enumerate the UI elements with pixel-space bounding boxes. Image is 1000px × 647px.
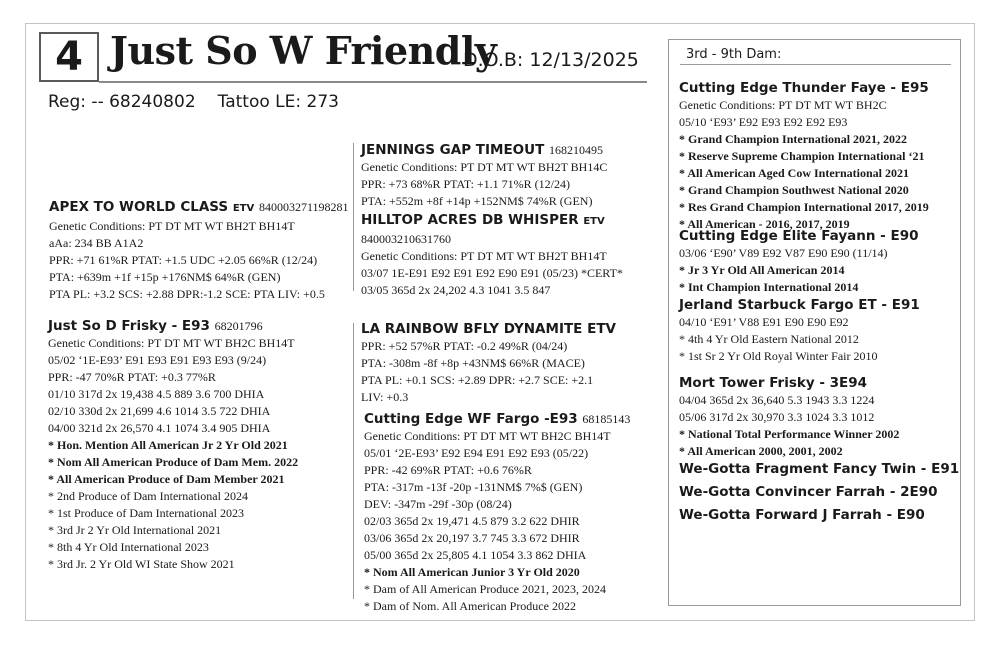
dam-dam-line: DEV: -347m -29f -30p (08/24) (364, 497, 512, 511)
sire-name: APEX TO WORLD CLASS (49, 199, 229, 215)
sire-dam-block (361, 211, 623, 299)
thunder-faye-line: Genetic Conditions: PT DT MT WT BH2C (679, 98, 887, 112)
dam-bracket-line (353, 323, 354, 599)
dam-dam-record: 02/03 365d 2x 19,471 4.5 879 3.2 622 DHIR (364, 514, 580, 528)
tower-frisky-name: Mort Tower Frisky - 3E94 (679, 375, 868, 391)
animal-name: Just So W Friendly (110, 28, 497, 73)
dam-honor: * All American Produce of Dam Member 2021 (48, 472, 285, 486)
dam-block (48, 317, 298, 573)
sire-dam-line: Genetic Conditions: PT DT MT WT BH2T BH14T (361, 249, 607, 263)
lot-number: 4 (39, 32, 99, 82)
dam-reg-number: 68201796 (214, 319, 263, 333)
dam-honor: * 8th 4 Yr Old International 2023 (48, 540, 209, 554)
dam-dam-record: 05/00 365d 2x 25,805 4.1 1054 3.3 862 DHIA (364, 548, 587, 562)
sire-sire-block (361, 141, 607, 210)
sire-dam-name: HILLTOP ACRES DB WHISPER (361, 212, 579, 228)
date-of-birth: D.O.B: 12/13/2025 (463, 49, 639, 71)
sire-dam-reg-number: 840003210631760 (361, 232, 451, 246)
elite-fayann-block (679, 227, 919, 296)
thunder-faye-honor: * Grand Champion Southwest National 2020 (679, 183, 909, 197)
thunder-faye-line: 05/10 ‘E93’ E92 E93 E92 E92 E93 (679, 115, 848, 129)
sire-sire-line: Genetic Conditions: PT DT MT WT BH2T BH14C (361, 160, 608, 174)
dam-dam-block (364, 410, 630, 615)
starbuck-fargo-name: Jerland Starbuck Fargo ET - E91 (679, 297, 920, 313)
sire-sire-line: PTA: +552m +8f +14p +152NM$ 74%R (GEN) (361, 194, 593, 208)
sire-sire-reg-number: 168210495 (549, 143, 604, 157)
dam-dam-line: 05/01 ‘2E-E93’ E92 E94 E91 E92 E93 (05/22) (364, 446, 589, 460)
dam-name-item: We-Gotta Fragment Fancy Twin - E91 (679, 461, 960, 477)
sire-line: aAa: 234 BB A1A2 (49, 236, 144, 250)
dam-dam-record: 03/06 365d 2x 20,197 3.7 745 3.3 672 DHIR (364, 531, 580, 545)
sire-block (49, 198, 349, 303)
dam-dam-title (364, 410, 630, 428)
elite-fayann-honor: * Jr 3 Yr Old All American 2014 (679, 263, 845, 277)
thunder-faye-honor: * Res Grand Champion International 2017, 2019 (679, 200, 929, 214)
tower-frisky-record: 05/06 317d 2x 30,970 3.3 1024 3.3 1012 (679, 410, 875, 424)
sire-dam-line: 03/05 365d 2x 24,202 4.3 1041 3.5 847 (361, 283, 551, 297)
starbuck-fargo-line: * 4th 4 Yr Old Eastern National 2012 (679, 332, 859, 346)
tower-frisky-block (679, 374, 899, 460)
starbuck-fargo-block (679, 296, 920, 365)
sire-sire-name: JENNINGS GAP TIMEOUT (361, 142, 545, 158)
thunder-faye-honor: * Grand Champion International 2021, 2022 (679, 132, 908, 146)
tattoo: Tattoo LE: 273 (217, 92, 339, 112)
dam-dam-honor: * Dam of All American Produce 2021, 2023, 2024 (364, 582, 606, 596)
dam-name-item: We-Gotta Convincer Farrah - 2E90 (679, 484, 938, 500)
sire-sire-title (361, 141, 607, 159)
sire-sire-line: PPR: +73 68%R PTAT: +1.1 71%R (12/24) (361, 177, 570, 191)
third-dam-header-rule (680, 64, 951, 65)
thunder-faye-name: Cutting Edge Thunder Faye - E95 (679, 80, 929, 96)
dam-record: 01/10 317d 2x 19,438 4.5 889 3.6 700 DHIA (48, 387, 265, 401)
sire-etv-tag: ETV (232, 203, 255, 214)
dam-sire-line: PPR: +52 57%R PTAT: -0.2 49%R (04/24) (361, 339, 568, 353)
sire-line: PTA: +639m +1f +15p +176NM$ 64%R (GEN) (49, 270, 281, 284)
dam-dam-name: Cutting Edge WF Fargo -E93 (364, 411, 578, 427)
sire-reg-number: 840003271198281 (258, 200, 349, 214)
third-dam-header: 3rd - 9th Dam: (686, 47, 782, 62)
sire-dam-title (361, 211, 623, 231)
dam-sire-block (361, 320, 616, 406)
thunder-faye-block (679, 79, 929, 233)
sire-line: PTA PL: +3.2 SCS: +2.88 DPR:-1.2 SCE: PTA LIV: +0.5 (49, 287, 325, 301)
starbuck-fargo-line: 04/10 ‘E91’ V88 E91 E90 E90 E92 (679, 315, 849, 329)
tower-frisky-honor: * National Total Performance Winner 2002 (679, 427, 900, 441)
dam-record: 02/10 330d 2x 21,699 4.6 1014 3.5 722 DHIA (48, 404, 271, 418)
thunder-faye-honor: * All American Aged Cow International 2021 (679, 166, 909, 180)
dam-honor: * 3rd Jr. 2 Yr Old WI State Show 2021 (48, 557, 235, 571)
dam-name-item: We-Gotta Forward J Farrah - E90 (679, 507, 925, 523)
dam-sire-line: LIV: +0.3 (361, 390, 409, 404)
sire-line: PPR: +71 61%R PTAT: +1.5 UDC +2.05 66%R (12/24) (49, 253, 318, 267)
dam-record: 04/00 321d 2x 26,570 4.1 1074 3.4 905 DHIA (48, 421, 271, 435)
elite-fayann-name: Cutting Edge Elite Fayann - E90 (679, 228, 919, 244)
dam-honor: * Hon. Mention All American Jr 2 Yr Old 2021 (48, 438, 288, 452)
header-divider (99, 81, 647, 83)
starbuck-fargo-line: * 1st Sr 2 Yr Old Royal Winter Fair 2010 (679, 349, 878, 363)
dam-name: Just So D Frisky - E93 (48, 318, 210, 334)
tower-frisky-record: 04/04 365d 2x 36,640 5.3 1943 3.3 1224 (679, 393, 875, 407)
tower-frisky-honor: * All American 2000, 2001, 2002 (679, 444, 843, 458)
thunder-faye-honor: * Reserve Supreme Champion International ‘21 (679, 149, 925, 163)
elite-fayann-honor: * Int Champion International 2014 (679, 280, 859, 294)
dam-dam-line: Genetic Conditions: PT DT MT WT BH2C BH14T (364, 429, 611, 443)
dam-line: Genetic Conditions: PT DT MT WT BH2C BH14T (48, 336, 295, 350)
elite-fayann-line: 03/06 ‘E90’ V89 E92 V87 E90 E90 (11/14) (679, 246, 888, 260)
dam-line: PPR: -47 70%R PTAT: +0.3 77%R (48, 370, 216, 384)
dam-dam-reg-number: 68185143 (582, 412, 631, 426)
dam-sire-name: LA RAINBOW BFLY DYNAMITE ETV (361, 321, 616, 337)
dam-dam-line: PPR: -42 69%R PTAT: +0.6 76%R (364, 463, 532, 477)
dam-honor: * 3rd Jr 2 Yr Old International 2021 (48, 523, 222, 537)
dam-honor: * 1st Produce of Dam International 2023 (48, 506, 244, 520)
dam-sire-line: PTA: -308m -8f +8p +43NM$ 66%R (MACE) (361, 356, 585, 370)
dam-dam-line: PTA: -317m -13f -20p -131NM$ 7%$ (GEN) (364, 480, 583, 494)
dam-title (48, 317, 298, 335)
sire-dam-etv-tag: ETV (583, 216, 605, 227)
dam-dam-honor: * Nom All American Junior 3 Yr Old 2020 (364, 565, 580, 579)
dam-honor: * Nom All American Produce of Dam Mem. 2022 (48, 455, 299, 469)
registration-line (48, 92, 339, 112)
sire-bracket-line (353, 143, 354, 291)
dam-sire-line: PTA PL: +0.1 SCS: +2.89 DPR: +2.7 SCE: +2.1 (361, 373, 594, 387)
thunder-faye-honor: * All American - 2016, 2017, 2019 (679, 217, 850, 231)
dam-dam-honor: * Dam of Nom. All American Produce 2022 (364, 599, 576, 613)
sire-dam-line: 03/07 1E-E91 E92 E91 E92 E90 E91 (05/23) *CERT* (361, 266, 623, 280)
sire-line: Genetic Conditions: PT DT MT WT BH2T BH14T (49, 219, 295, 233)
dam-honor: * 2nd Produce of Dam International 2024 (48, 489, 248, 503)
registration-number: Reg: -- 68240802 (48, 92, 196, 112)
sire-title (49, 198, 349, 218)
more-dams-list (679, 460, 959, 524)
dam-line: 05/02 ‘1E-E93’ E91 E93 E91 E93 E93 (9/24) (48, 353, 267, 367)
